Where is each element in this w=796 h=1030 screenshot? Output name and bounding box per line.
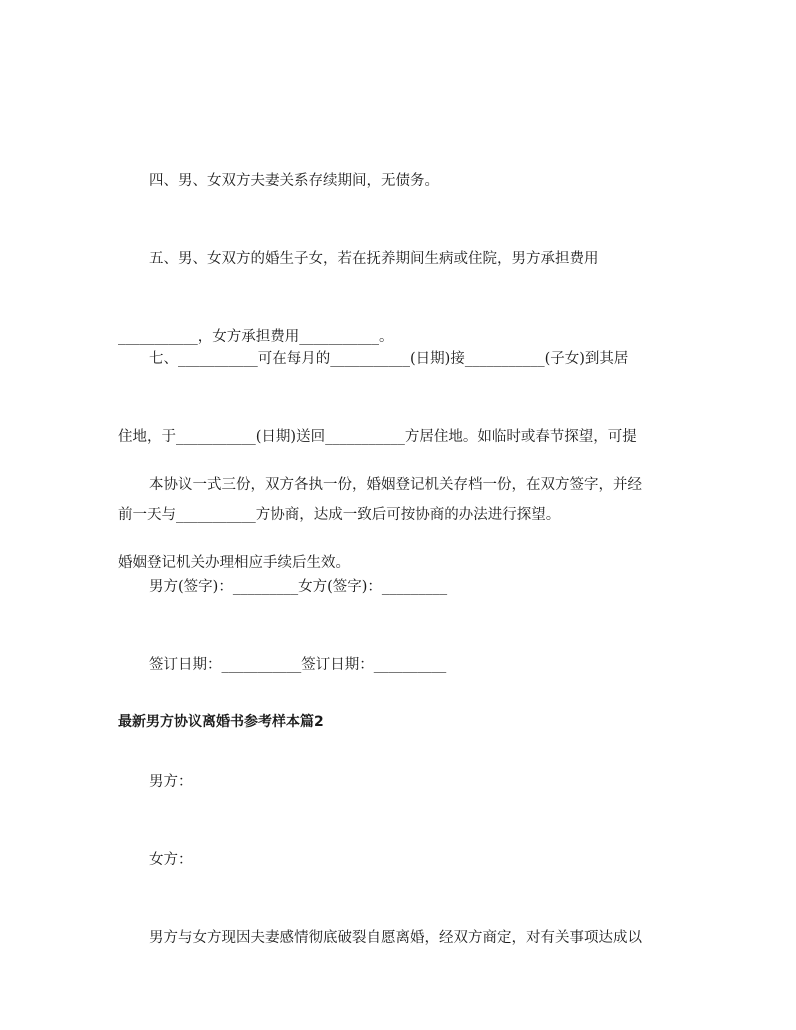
clause-7-line-2: 住地，于___________(日期)送回___________方居住地。如临时或春节探望，可提 — [118, 429, 637, 445]
clause-7-line-1: 七、___________可在每月的___________(日期)接___________(子女)到其居 — [149, 351, 629, 367]
signature-text: 男方(签字)：_________女方(签字)：_________ — [149, 579, 448, 595]
date-text: 签订日期：___________签订日期：__________ — [149, 657, 447, 673]
clause-5-line-2: ___________，女方承担费用___________。 — [118, 329, 394, 345]
clause-4-text: 四、男、女双方夫妻关系存续期间，无债务。 — [149, 173, 439, 189]
clause-7-line-3: 前一天与___________方协商，达成一致后可按协商的办法进行探望。 — [118, 507, 561, 523]
clause-5-line-1: 五、男、女双方的婚生子女，若在抚养期间生病或住院，男方承担费用 — [149, 251, 599, 267]
intro-text: 男方与女方现因夫妻感情彻底破裂自愿离婚，经双方商定，对有关事项达成以 — [149, 930, 642, 946]
copies-clause-line-1: 本协议一式三份，双方各执一份，婚姻登记机关存档一份，在双方签字，并经 — [149, 477, 642, 493]
copies-clause-line-2: 婚姻登记机关办理相应手续后生效。 — [118, 555, 350, 571]
man-label: 男方： — [149, 774, 193, 790]
woman-label: 女方： — [149, 852, 193, 868]
section-heading-text: 最新男方协议离婚书参考样本篇2 — [118, 714, 324, 730]
intro-paragraph — [118, 873, 684, 1003]
